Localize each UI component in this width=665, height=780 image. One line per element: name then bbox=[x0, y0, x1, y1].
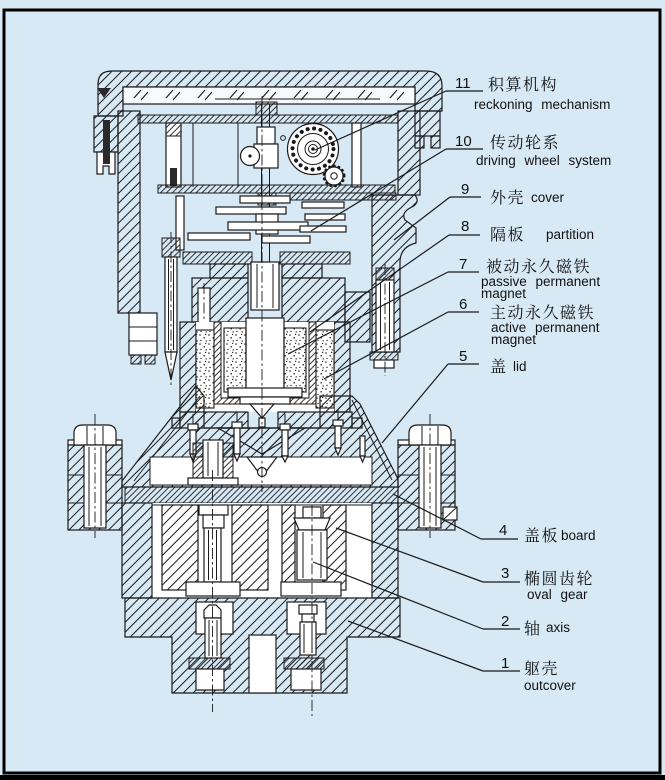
label-number: 2 bbox=[501, 613, 510, 630]
label-zh: 椭圆齿轮 bbox=[524, 569, 595, 588]
label-10 bbox=[455, 133, 611, 168]
label-4 bbox=[499, 522, 596, 545]
label-en: partition bbox=[546, 227, 595, 242]
label-6 bbox=[459, 296, 600, 347]
page-bottom-bar bbox=[0, 775, 665, 780]
label-number: 9 bbox=[461, 181, 470, 198]
label-zh: 盖板 bbox=[524, 526, 560, 545]
label-zh: 积算机构 bbox=[488, 75, 559, 94]
label-number: 5 bbox=[459, 348, 468, 365]
label-zh: 传动轮系 bbox=[490, 133, 561, 152]
label-number: 7 bbox=[459, 256, 468, 273]
label-9 bbox=[461, 181, 565, 207]
label-11 bbox=[455, 75, 610, 112]
oval-gear-center bbox=[232, 505, 268, 590]
partition-plate bbox=[183, 252, 252, 264]
label-en: active permanent bbox=[491, 320, 600, 335]
label-number: 10 bbox=[455, 133, 472, 150]
label-5 bbox=[459, 348, 527, 376]
right-flange-bolt bbox=[398, 414, 457, 538]
label-number: 1 bbox=[501, 655, 510, 672]
label-en2: magnet bbox=[491, 332, 537, 347]
label-zh: 外壳 bbox=[490, 188, 526, 207]
label-en: passive permanent bbox=[481, 274, 601, 289]
pinion-gear bbox=[324, 166, 344, 186]
label-zh: 盖 bbox=[490, 357, 508, 376]
label-en: driving wheel system bbox=[476, 153, 612, 168]
label-number: 6 bbox=[459, 296, 468, 313]
board-plate bbox=[125, 487, 398, 503]
measuring-chamber bbox=[122, 503, 398, 598]
label-number: 4 bbox=[499, 522, 508, 539]
label-3 bbox=[501, 565, 594, 602]
label-zh: 隔板 bbox=[490, 225, 526, 244]
upper-bearing-block bbox=[188, 440, 238, 485]
shell-right-wall bbox=[398, 111, 420, 195]
counter-top-plate bbox=[138, 115, 398, 123]
label-number: 11 bbox=[455, 75, 471, 92]
label-zh: 被动永久磁铁 bbox=[486, 257, 592, 276]
callout-labels bbox=[455, 75, 611, 693]
label-1 bbox=[501, 655, 576, 693]
counter-bottom-plate bbox=[158, 185, 395, 193]
label-en: outcover bbox=[524, 678, 576, 693]
glass-hatch-marks bbox=[124, 88, 414, 103]
label-en: lid bbox=[513, 359, 527, 374]
label-zh: 轴 bbox=[524, 619, 542, 638]
label-en: oval gear bbox=[527, 587, 588, 602]
passive-magnet-left bbox=[224, 328, 246, 392]
label-en: axis bbox=[546, 620, 571, 635]
passive-magnet-right bbox=[284, 328, 306, 392]
label-en: cover bbox=[531, 190, 565, 205]
label-2 bbox=[501, 613, 570, 638]
label-en: reckoning mechanism bbox=[474, 97, 611, 112]
label-en: board bbox=[561, 528, 596, 543]
seal-screw bbox=[103, 120, 110, 164]
left-cover-bolt bbox=[162, 232, 180, 386]
label-8 bbox=[461, 218, 594, 244]
spindle-sleeve bbox=[251, 262, 279, 310]
left-flange-bolt bbox=[68, 414, 122, 538]
leader-1 bbox=[348, 621, 483, 671]
label-zh: 躯壳 bbox=[524, 659, 560, 678]
shell-left-wall bbox=[118, 111, 140, 313]
label-en2: magnet bbox=[481, 286, 527, 301]
base-body bbox=[125, 598, 400, 693]
label-zh: 主动永久磁铁 bbox=[490, 303, 596, 322]
label-7 bbox=[459, 256, 600, 301]
oval-gear-left bbox=[162, 505, 198, 590]
label-number: 3 bbox=[501, 565, 510, 582]
label-number: 8 bbox=[461, 218, 470, 235]
